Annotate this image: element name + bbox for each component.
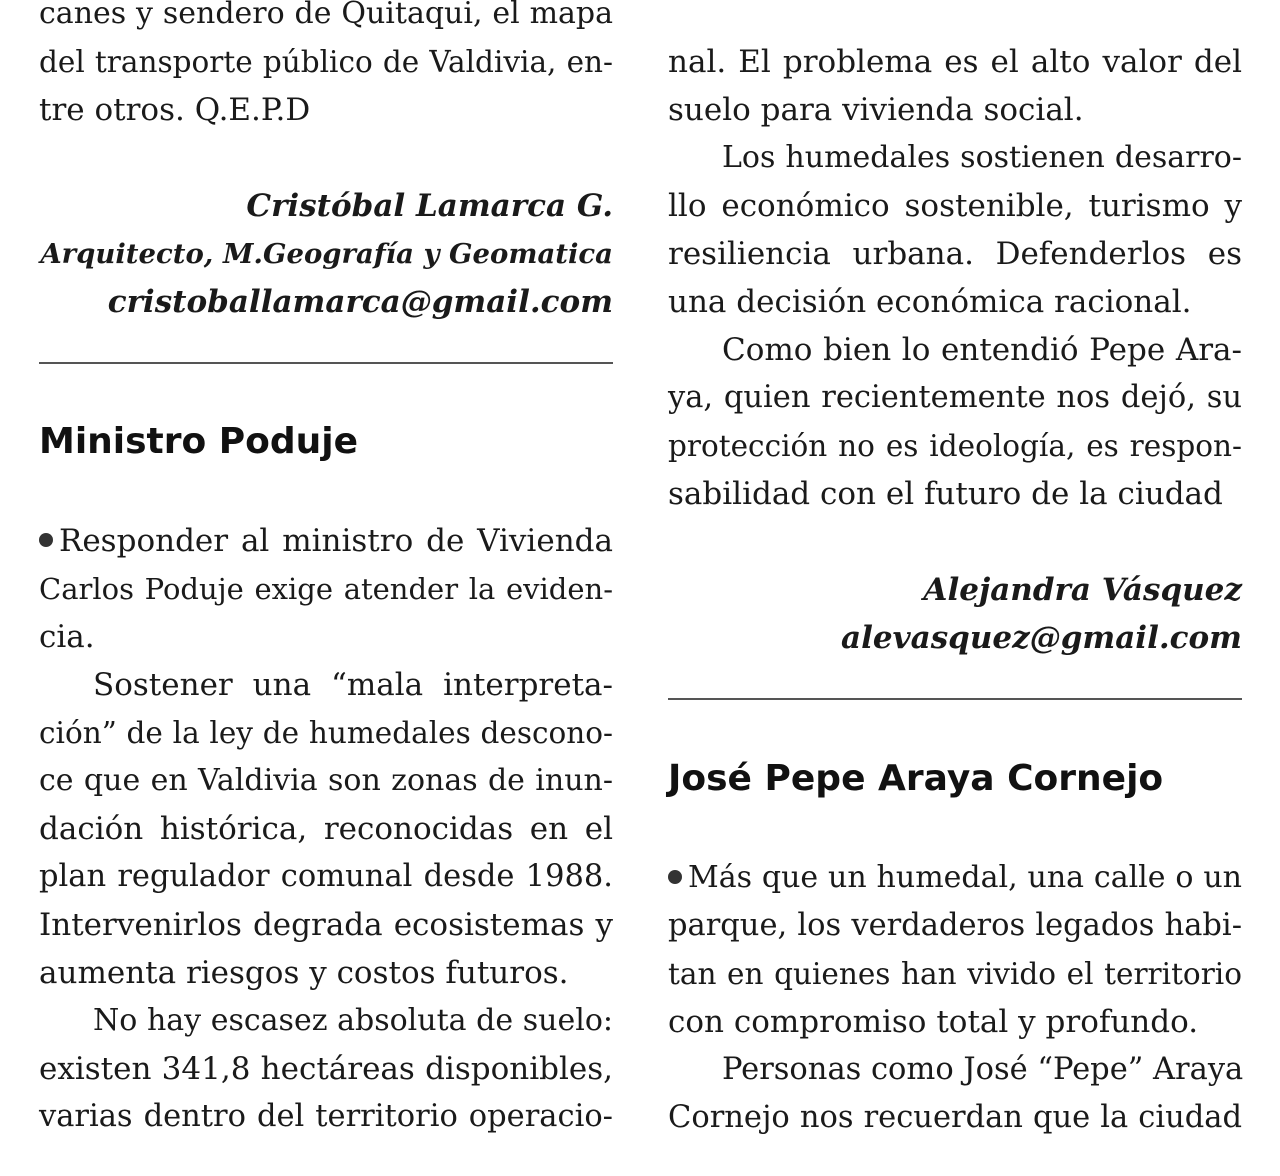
continued-line: una decisión económica racional.: [668, 284, 1192, 320]
continued-line: nal. El problema es el alto valor del: [668, 44, 1242, 80]
article-line: [39, 517, 613, 565]
article-line: parque, los verdaderos legados habi-: [668, 908, 1242, 943]
bullet-icon: [668, 870, 682, 884]
continued-line: llo económico sostenible, turismo y: [668, 188, 1242, 224]
article-line: existen 341,8 hectáreas disponibles,: [39, 1051, 613, 1087]
intro-line: canes y sendero de Quitaqui, el mapa: [39, 0, 613, 31]
signature-title: Arquitecto, M.Geografía y Geomatica: [40, 238, 613, 270]
continued-line: protección no es ideología, es respon-: [668, 429, 1242, 463]
article-line: dación histórica, reconocidas en el: [39, 811, 613, 847]
section-divider: [668, 698, 1242, 700]
article-line: ce que en Valdivia son zonas de inun-: [39, 763, 613, 798]
continued-line: suelo para vivienda social.: [668, 92, 1084, 128]
article-line: Personas como José “Pepe” Araya: [722, 1052, 1244, 1087]
article-line: tan en quienes han vivido el territorio: [668, 957, 1242, 991]
article-line: Carlos Poduje exige atender la eviden-: [39, 572, 613, 606]
article-line: varias dentro del territorio operacio-: [39, 1099, 613, 1134]
article-line-text: Más que un humedal, una calle o un: [688, 860, 1242, 895]
section-divider: [39, 362, 613, 364]
article-line: plan regulador comunal desde 1988.: [39, 859, 613, 894]
intro-line: tre otros. Q.E.P.D: [39, 92, 311, 128]
bullet-icon: [39, 533, 53, 547]
article-headline: José Pepe Araya Cornejo: [668, 758, 1164, 799]
continued-line: ya, quien recientemente nos dejó, su: [668, 380, 1242, 415]
signature-email: alevasquez@gmail.com: [841, 620, 1242, 656]
article-line: [668, 854, 1242, 902]
article-line: Sostener una “mala interpreta-: [93, 667, 613, 703]
article-line: cia.: [39, 619, 95, 655]
continued-line: resiliencia urbana. Defenderlos es: [668, 236, 1242, 272]
signature-email: cristoballamarca@gmail.com: [107, 284, 613, 320]
article-headline: Ministro Poduje: [39, 421, 359, 462]
article-line: aumenta riesgos y costos futuros.: [39, 955, 569, 991]
continued-line: sabilidad con el futuro de la ciudad: [668, 476, 1223, 512]
article-line: ción” de la ley de humedales descono-: [39, 716, 613, 750]
signature-name: Alejandra Vásquez: [923, 572, 1242, 608]
article-line: Intervenirlos degrada ecosistemas y: [39, 907, 613, 943]
article-line-text: Responder al ministro de Vivienda: [59, 523, 613, 559]
article-line: No hay escasez absoluta de suelo:: [93, 1003, 613, 1038]
continued-line: Como bien lo entendió Pepe Ara-: [722, 332, 1242, 368]
article-line: Cornejo nos recuerdan que la ciudad: [668, 1100, 1242, 1135]
article-line: con compromiso total y profundo.: [668, 1004, 1199, 1040]
signature-name: Cristóbal Lamarca G.: [246, 188, 613, 224]
continued-line: Los humedales sostienen desarro-: [722, 140, 1242, 175]
intro-line: del transporte público de Valdivia, en-: [39, 45, 613, 79]
